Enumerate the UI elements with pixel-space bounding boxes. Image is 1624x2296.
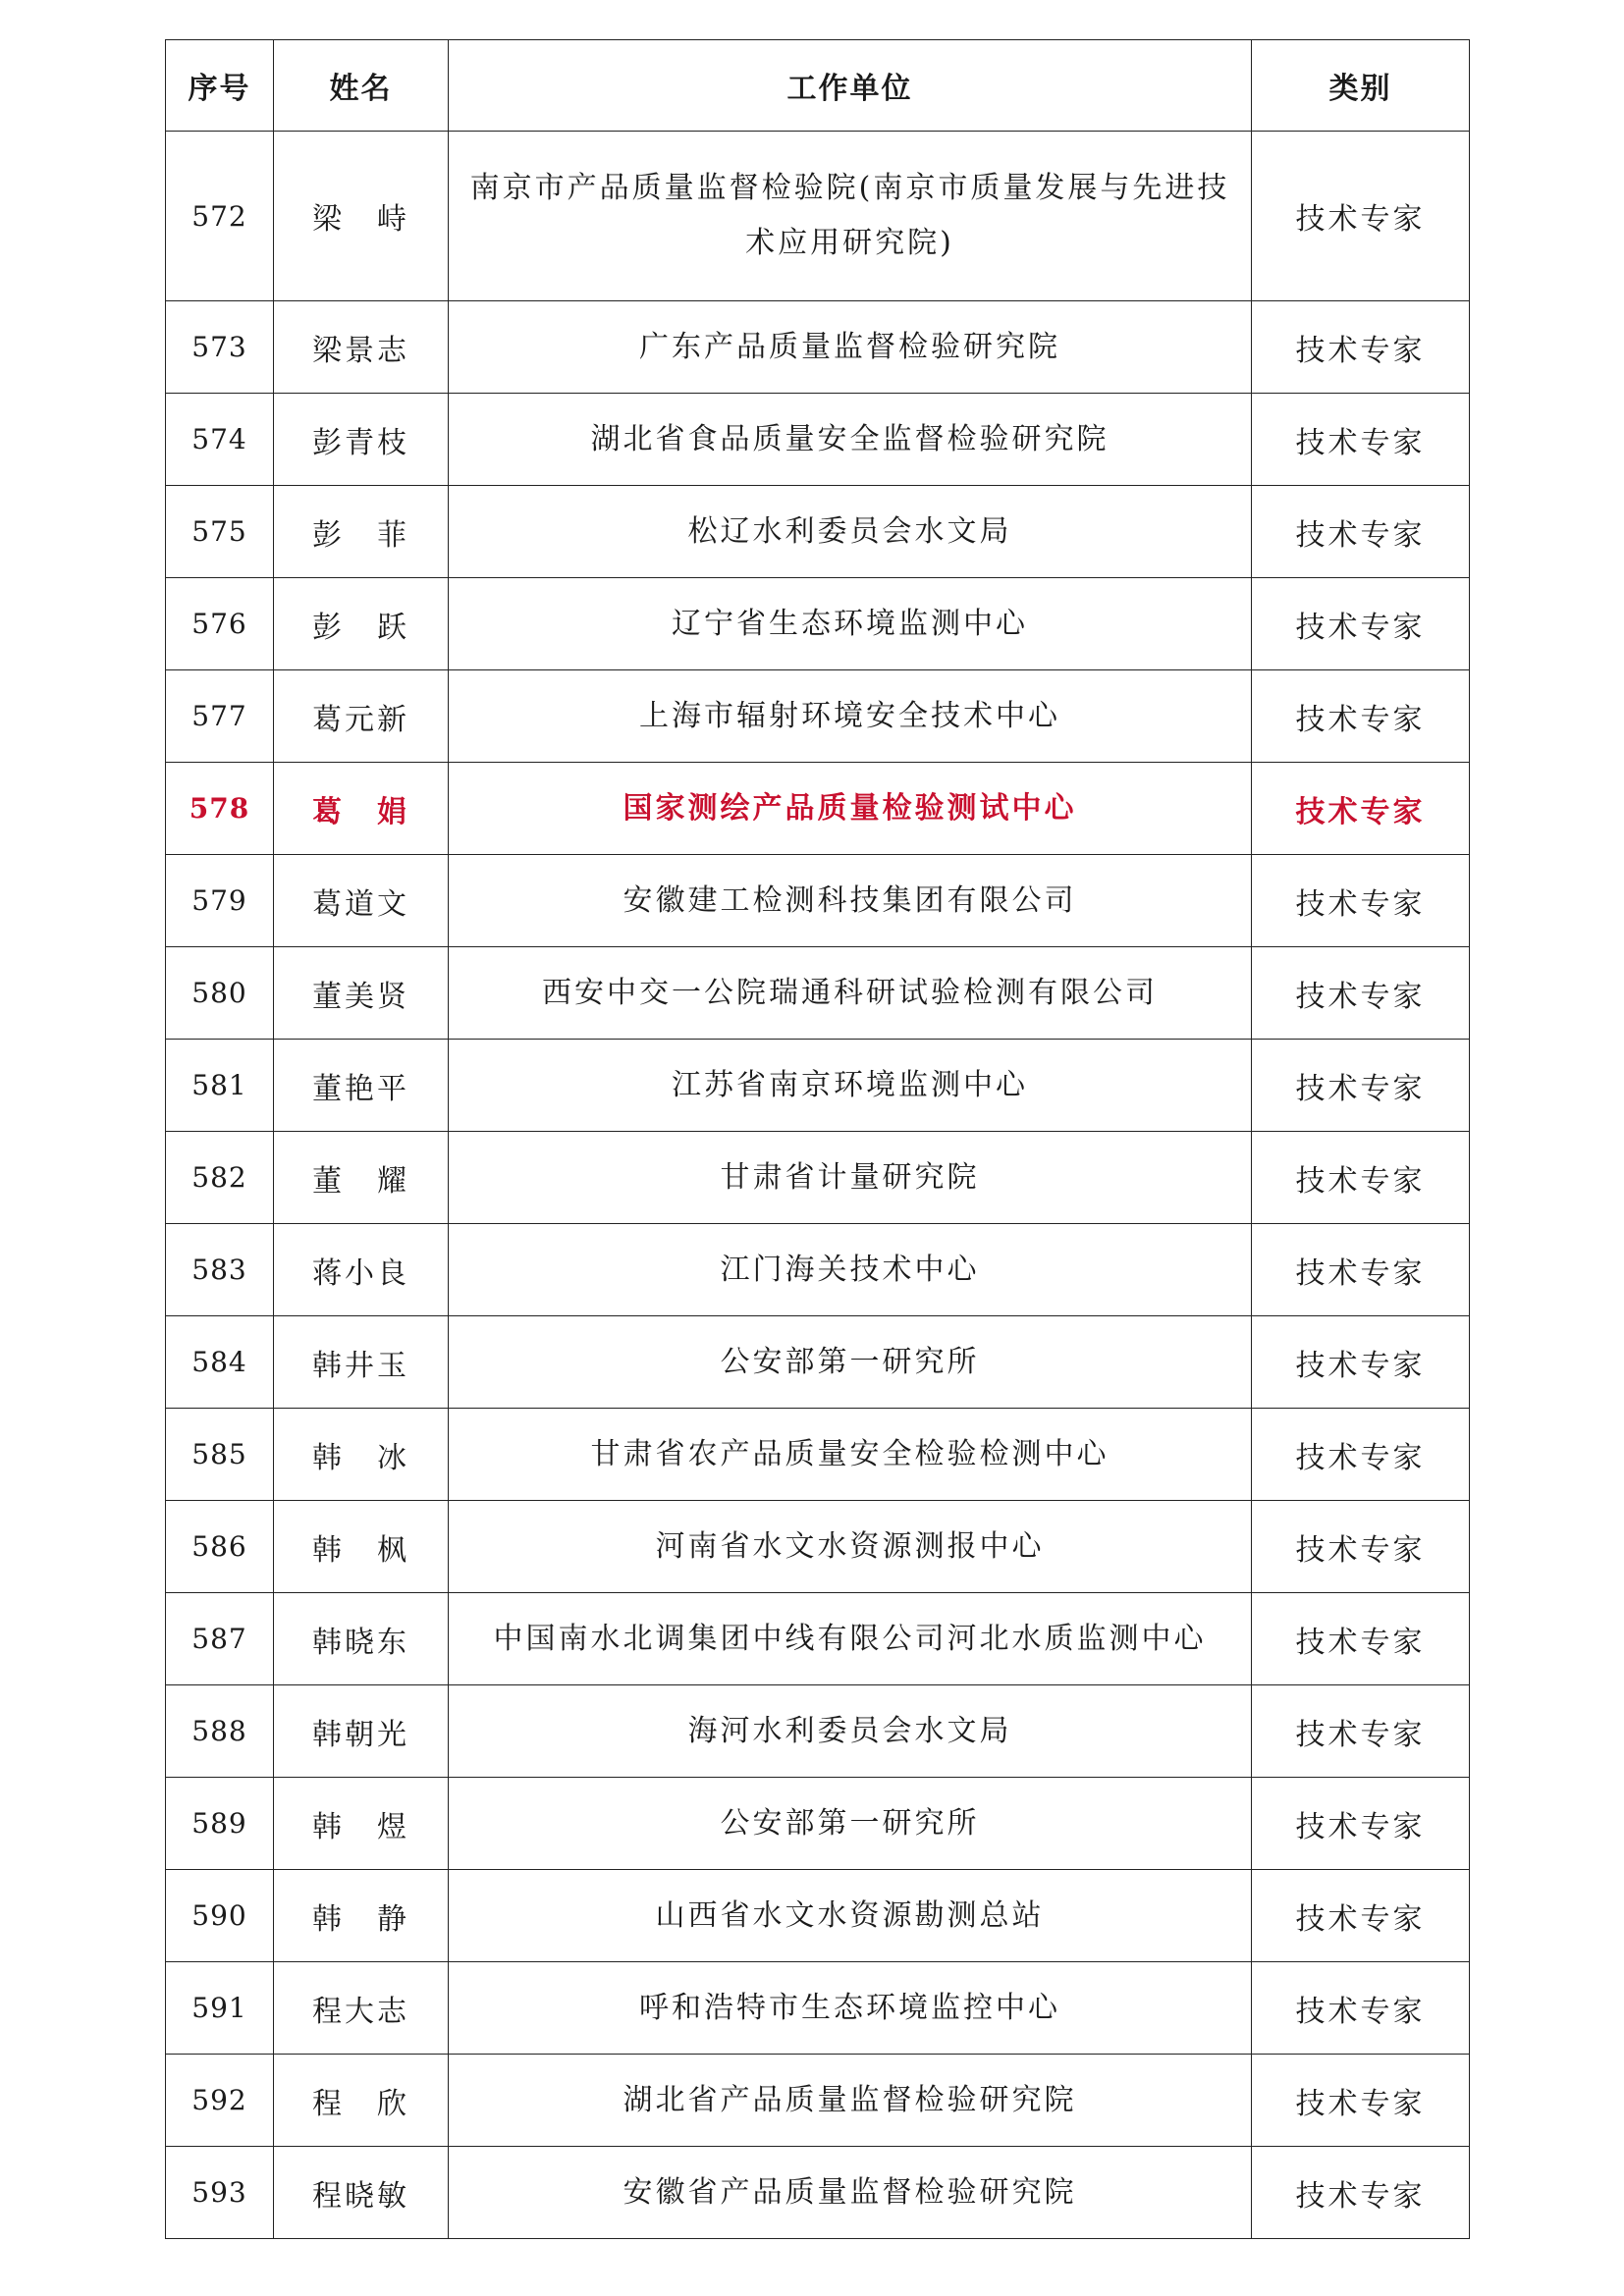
cell-category: 技术专家 [1252,1040,1470,1132]
cell-no: 572 [166,132,274,301]
table-row [166,1501,1470,1593]
cell-name: 董 耀 [274,1132,449,1224]
cell-name: 葛元新 [274,670,449,763]
cell-name: 梁 峙 [274,132,449,301]
cell-unit: 松辽水利委员会水文局 [449,486,1252,578]
cell-no: 580 [166,947,274,1040]
cell-unit: 甘肃省农产品质量安全检验检测中心 [449,1409,1252,1501]
cell-no: 593 [166,2147,274,2239]
cell-no: 592 [166,2055,274,2147]
table-row [166,578,1470,670]
cell-category: 技术专家 [1252,1316,1470,1409]
cell-category: 技术专家 [1252,1409,1470,1501]
cell-name: 韩晓东 [274,1593,449,1685]
cell-unit: 湖北省食品质量安全监督检验研究院 [449,394,1252,486]
cell-name: 彭 菲 [274,486,449,578]
cell-name: 葛 娟 [274,763,449,855]
cell-category: 技术专家 [1252,301,1470,394]
cell-unit: 公安部第一研究所 [449,1778,1252,1870]
cell-name: 董艳平 [274,1040,449,1132]
cell-name: 彭青枝 [274,394,449,486]
table-row-highlighted [166,763,1470,855]
cell-name: 董美贤 [274,947,449,1040]
cell-category: 技术专家 [1252,1224,1470,1316]
cell-no: 575 [166,486,274,578]
expert-table [165,39,1470,2239]
cell-name: 韩 冰 [274,1409,449,1501]
table-row [166,1778,1470,1870]
cell-name: 程晓敏 [274,2147,449,2239]
cell-no: 582 [166,1132,274,1224]
cell-no: 588 [166,1685,274,1778]
table-row [166,486,1470,578]
table-row [166,1409,1470,1501]
cell-unit: 安徽建工检测科技集团有限公司 [449,855,1252,947]
cell-no: 577 [166,670,274,763]
cell-category: 技术专家 [1252,670,1470,763]
cell-unit: 河南省水文水资源测报中心 [449,1501,1252,1593]
table-row [166,855,1470,947]
cell-category: 技术专家 [1252,1962,1470,2055]
table-row [166,1316,1470,1409]
header-no: 序号 [166,40,274,132]
cell-unit: 山西省水文水资源勘测总站 [449,1870,1252,1962]
cell-category: 技术专家 [1252,1132,1470,1224]
cell-category: 技术专家 [1252,486,1470,578]
cell-no: 586 [166,1501,274,1593]
cell-category: 技术专家 [1252,1501,1470,1593]
cell-no: 587 [166,1593,274,1685]
table-row [166,132,1470,301]
cell-category: 技术专家 [1252,1593,1470,1685]
cell-category: 技术专家 [1252,947,1470,1040]
header-unit: 工作单位 [449,40,1252,132]
cell-name: 韩 煜 [274,1778,449,1870]
cell-category: 技术专家 [1252,855,1470,947]
table-row [166,1593,1470,1685]
cell-unit: 中国南水北调集团中线有限公司河北水质监测中心 [449,1593,1252,1685]
cell-category: 技术专家 [1252,394,1470,486]
cell-no: 578 [166,763,274,855]
document-page [165,39,1469,2239]
table-row [166,1040,1470,1132]
cell-name: 韩 枫 [274,1501,449,1593]
cell-category: 技术专家 [1252,2147,1470,2239]
cell-category: 技术专家 [1252,1778,1470,1870]
cell-unit: 江门海关技术中心 [449,1224,1252,1316]
cell-category: 技术专家 [1252,578,1470,670]
cell-name: 蒋小良 [274,1224,449,1316]
cell-unit: 江苏省南京环境监测中心 [449,1040,1252,1132]
cell-unit: 公安部第一研究所 [449,1316,1252,1409]
cell-unit: 上海市辐射环境安全技术中心 [449,670,1252,763]
cell-category: 技术专家 [1252,1870,1470,1962]
cell-no: 576 [166,578,274,670]
cell-name: 葛道文 [274,855,449,947]
table-row [166,1685,1470,1778]
cell-category: 技术专家 [1252,763,1470,855]
table-row [166,394,1470,486]
cell-unit: 呼和浩特市生态环境监控中心 [449,1962,1252,2055]
cell-no: 590 [166,1870,274,1962]
cell-category: 技术专家 [1252,132,1470,301]
header-category: 类别 [1252,40,1470,132]
cell-no: 579 [166,855,274,947]
cell-no: 573 [166,301,274,394]
table-row [166,1962,1470,2055]
header-name: 姓名 [274,40,449,132]
table-row [166,2055,1470,2147]
cell-unit: 辽宁省生态环境监测中心 [449,578,1252,670]
table-row [166,670,1470,763]
cell-unit: 海河水利委员会水文局 [449,1685,1252,1778]
cell-unit: 甘肃省计量研究院 [449,1132,1252,1224]
table-row [166,301,1470,394]
table-row [166,2147,1470,2239]
cell-name: 梁景志 [274,301,449,394]
table-row [166,1870,1470,1962]
table-row [166,1132,1470,1224]
cell-name: 韩 静 [274,1870,449,1962]
cell-category: 技术专家 [1252,2055,1470,2147]
cell-name: 彭 跃 [274,578,449,670]
cell-no: 591 [166,1962,274,2055]
cell-no: 585 [166,1409,274,1501]
table-row [166,947,1470,1040]
cell-unit: 湖北省产品质量监督检验研究院 [449,2055,1252,2147]
cell-unit: 安徽省产品质量监督检验研究院 [449,2147,1252,2239]
table-header-row [166,40,1470,132]
cell-no: 574 [166,394,274,486]
cell-unit: 南京市产品质量监督检验院(南京市质量发展与先进技术应用研究院) [449,132,1252,301]
cell-unit: 西安中交一公院瑞通科研试验检测有限公司 [449,947,1252,1040]
cell-category: 技术专家 [1252,1685,1470,1778]
cell-name: 韩朝光 [274,1685,449,1778]
cell-unit: 广东产品质量监督检验研究院 [449,301,1252,394]
cell-no: 589 [166,1778,274,1870]
cell-name: 程 欣 [274,2055,449,2147]
cell-no: 583 [166,1224,274,1316]
cell-no: 584 [166,1316,274,1409]
cell-unit: 国家测绘产品质量检验测试中心 [449,763,1252,855]
cell-no: 581 [166,1040,274,1132]
table-row [166,1224,1470,1316]
cell-name: 韩井玉 [274,1316,449,1409]
cell-name: 程大志 [274,1962,449,2055]
